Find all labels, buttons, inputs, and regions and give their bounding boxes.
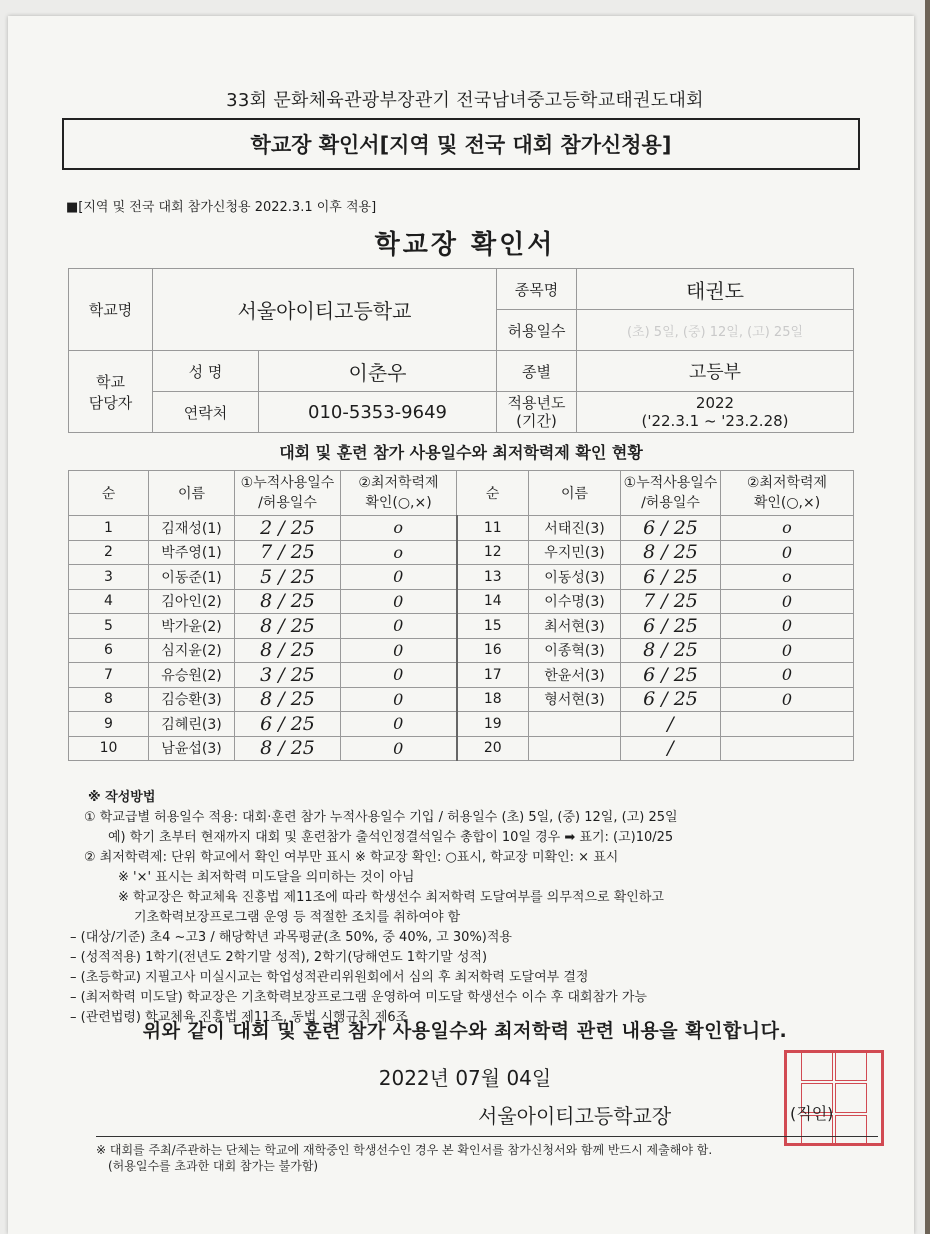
row-number: 18 — [457, 687, 529, 712]
table-row — [69, 516, 854, 541]
division-label: 종별 — [497, 351, 577, 392]
days-label: 허용일수 — [497, 310, 577, 351]
seal-label: (직인) — [790, 1104, 834, 1123]
academic-check: 0 — [721, 663, 854, 688]
student-name: 김혜린(3) — [149, 712, 235, 737]
student-name: 남윤섭(3) — [149, 736, 235, 761]
row-number: 16 — [457, 638, 529, 663]
student-name: 유승원(2) — [149, 663, 235, 688]
footer-line-2: (허용일수를 초과한 대회 참가는 불가함) — [108, 1159, 319, 1173]
issue-date: 2022년 07월 04일 — [378, 1066, 552, 1090]
academic-check: 0 — [721, 589, 854, 614]
sport-value: 태권도 — [577, 269, 854, 310]
academic-check: o — [721, 516, 854, 541]
table-row — [69, 663, 854, 688]
days-used: 6 / 25 — [621, 687, 721, 712]
official-seal — [784, 1050, 884, 1146]
academic-check: 0 — [341, 687, 457, 712]
row-number: 12 — [457, 540, 529, 565]
academic-check: 0 — [721, 687, 854, 712]
row-number: 3 — [69, 565, 149, 590]
note-line: – (최저학력 미도달) 학교장은 기초학력보장프로그램 운영하여 미도달 학생선수 이수 후 대회참가 가능 — [70, 990, 647, 1005]
academic-check: 0 — [341, 736, 457, 761]
academic-check: 0 — [721, 614, 854, 639]
year-label: 적용년도 (기간) — [497, 392, 577, 433]
days-used: 5 / 25 — [235, 565, 341, 590]
academic-check: 0 — [341, 565, 457, 590]
student-name: 박가윤(2) — [149, 614, 235, 639]
footer-note — [96, 1142, 712, 1174]
col-no-2: 순 — [457, 471, 529, 516]
academic-check: 0 — [721, 540, 854, 565]
table-row — [69, 589, 854, 614]
student-name: 박주영(1) — [149, 540, 235, 565]
row-number: 11 — [457, 516, 529, 541]
phone-value: 010-5353-9649 — [259, 392, 497, 433]
student-name: 형서현(3) — [529, 687, 621, 712]
academic-check — [721, 712, 854, 737]
student-name: 이동성(3) — [529, 565, 621, 590]
row-number: 19 — [457, 712, 529, 737]
student-name: 김재성(1) — [149, 516, 235, 541]
days-used: 3 / 25 — [235, 663, 341, 688]
note-line: – (초등학교) 지필고사 미실시교는 학업성적관리위원회에서 심의 후 최저학력 도달여부 결정 — [70, 970, 589, 985]
sport-label: 종목명 — [497, 269, 577, 310]
period-value: ('22.3.1 ~ '23.2.28) — [641, 412, 789, 430]
contact-label: 학교 담당자 — [69, 351, 153, 433]
table-row — [69, 712, 854, 737]
row-number: 1 — [69, 516, 149, 541]
student-name: 이종혁(3) — [529, 638, 621, 663]
table-row — [69, 736, 854, 761]
days-used: 8 / 25 — [235, 589, 341, 614]
days-used: 6 / 25 — [621, 663, 721, 688]
days-used: 6 / 25 — [235, 712, 341, 737]
row-number: 13 — [457, 565, 529, 590]
row-number: 4 — [69, 589, 149, 614]
col-check: ②최저학력제 확인(○,×) — [341, 471, 457, 516]
table-header-row — [69, 471, 854, 516]
note-line: 기초학력보장프로그램 운영 등 적절한 조치를 취하여야 함 — [134, 910, 461, 925]
table-row — [69, 565, 854, 590]
student-name: 이수명(3) — [529, 589, 621, 614]
student-name: 이동준(1) — [149, 565, 235, 590]
col-name: 이름 — [149, 471, 235, 516]
school-value: 서울아이티고등학교 — [153, 269, 497, 351]
division-value: 고등부 — [577, 351, 854, 392]
row-number: 6 — [69, 638, 149, 663]
row-number: 7 — [69, 663, 149, 688]
year-value: 2022 — [695, 394, 735, 412]
name-label: 성 명 — [153, 351, 259, 392]
student-table — [68, 470, 854, 761]
academic-check: 0 — [341, 614, 457, 639]
table-row — [69, 687, 854, 712]
note-line: – (성적적용) 1학기(전년도 2학기말 성적), 2학기(당해연도 1학기말 성적) — [70, 950, 488, 965]
days-used: 6 / 25 — [621, 516, 721, 541]
days-used: 8 / 25 — [235, 687, 341, 712]
days-used: 8 / 25 — [235, 638, 341, 663]
name-value: 이춘우 — [259, 351, 497, 392]
student-name: 한윤서(3) — [529, 663, 621, 688]
info-table — [68, 268, 854, 433]
days-used: 2 / 25 — [235, 516, 341, 541]
academic-check: 0 — [721, 638, 854, 663]
footer-divider — [96, 1136, 878, 1137]
row-number: 15 — [457, 614, 529, 639]
academic-check — [721, 736, 854, 761]
student-name: 우지민(3) — [529, 540, 621, 565]
student-name: 심지윤(2) — [149, 638, 235, 663]
days-used: 8 / 25 — [621, 638, 721, 663]
tournament-header: 33회 문화체육관광부장관기 전국남녀중고등학교태권도대회 — [226, 90, 704, 111]
academic-check: 0 — [341, 663, 457, 688]
col-check-2: ②최저학력제 확인(○,×) — [721, 471, 854, 516]
row-number: 14 — [457, 589, 529, 614]
student-name: 최서현(3) — [529, 614, 621, 639]
days-used: / — [621, 736, 721, 761]
student-name — [529, 736, 621, 761]
row-number: 17 — [457, 663, 529, 688]
footer-line-1: ※ 대회를 주최/주관하는 단체는 학교에 재학중인 학생선수인 경우 본 확인서를 참가신청서와 함께 반드시 제출해야 함. — [96, 1143, 713, 1157]
note-line: ※ 작성방법 — [88, 790, 156, 805]
section-heading: 대회 및 훈련 참가 사용일수와 최저학력제 확인 현황 — [279, 443, 643, 462]
academic-check: o — [721, 565, 854, 590]
days-used: 7 / 25 — [235, 540, 341, 565]
row-number: 9 — [69, 712, 149, 737]
note-line: ※ '×' 표시는 최저학력 미도달을 의미하는 것이 아님 — [118, 870, 415, 885]
student-name: 서태진(3) — [529, 516, 621, 541]
col-name-2: 이름 — [529, 471, 621, 516]
school-label: 학교명 — [69, 269, 153, 351]
col-no: 순 — [69, 471, 149, 516]
student-name: 김아인(2) — [149, 589, 235, 614]
document-title: 학교장 확인서 — [374, 230, 556, 260]
note-line: ② 최저학력제: 단위 학교에서 확인 여부만 표시 ※ 학교장 확인: ○표시, 학교장 미확인: × 표시 — [84, 850, 619, 865]
student-name: 김승환(3) — [149, 687, 235, 712]
days-used: 6 / 25 — [621, 565, 721, 590]
table-row — [69, 638, 854, 663]
academic-check: 0 — [341, 638, 457, 663]
note-line: ※ 학교장은 학교체육 진흥법 제11조에 따라 학생선수 최저학력 도달여부를 의무적으로 확인하고 — [118, 890, 664, 905]
col-days: ①누적사용일수 /허용일수 — [235, 471, 341, 516]
col-days-2: ①누적사용일수 /허용일수 — [621, 471, 721, 516]
principal-name: 서울아이티고등학교장 — [478, 1104, 672, 1128]
days-used: 7 / 25 — [621, 589, 721, 614]
instructions — [70, 788, 878, 1028]
title-box: 학교장 확인서[지역 및 전국 대회 참가신청용] — [62, 118, 860, 170]
apply-note: ■[지역 및 전국 대회 참가신청용 2022.3.1 이후 적용] — [66, 200, 377, 215]
table-row — [69, 540, 854, 565]
note-line: 예) 학기 초부터 현재까지 대회 및 훈련참가 출석인정결석일수 총합이 10일 경우 ➡ 표기: (고)10/25 — [108, 830, 674, 845]
days-used: 6 / 25 — [621, 614, 721, 639]
row-number: 5 — [69, 614, 149, 639]
row-number: 8 — [69, 687, 149, 712]
academic-check: o — [341, 540, 457, 565]
row-number: 10 — [69, 736, 149, 761]
student-name — [529, 712, 621, 737]
academic-check: o — [341, 516, 457, 541]
note-line: – (대상/기준) 초4 ~고3 / 해당학년 과목평균(초 50%, 중 40%, 고 30%)적용 — [70, 930, 512, 945]
days-used: / — [621, 712, 721, 737]
academic-check: 0 — [341, 712, 457, 737]
days-used: 8 / 25 — [235, 614, 341, 639]
row-number: 2 — [69, 540, 149, 565]
days-value: (초) 5일, (중) 12일, (고) 25일 — [577, 310, 854, 351]
confirmation-statement: 위와 같이 대회 및 훈련 참가 사용일수와 최저학력 관련 내용을 확인합니다. — [142, 1020, 788, 1042]
table-row — [69, 614, 854, 639]
note-line: ① 학교급별 허용일수 적용: 대회·훈련 참가 누적사용일수 기입 / 허용일수 (초) 5일, (중) 12일, (고) 25일 — [84, 810, 678, 825]
year-cell — [577, 392, 854, 433]
phone-label: 연락처 — [153, 392, 259, 433]
note-line: – (관련법령) 학교체육 진흥법 제11조, 동법 시행규칙 제6조 — [70, 1010, 409, 1025]
days-used: 8 / 25 — [621, 540, 721, 565]
days-used: 8 / 25 — [235, 736, 341, 761]
row-number: 20 — [457, 736, 529, 761]
academic-check: 0 — [341, 589, 457, 614]
